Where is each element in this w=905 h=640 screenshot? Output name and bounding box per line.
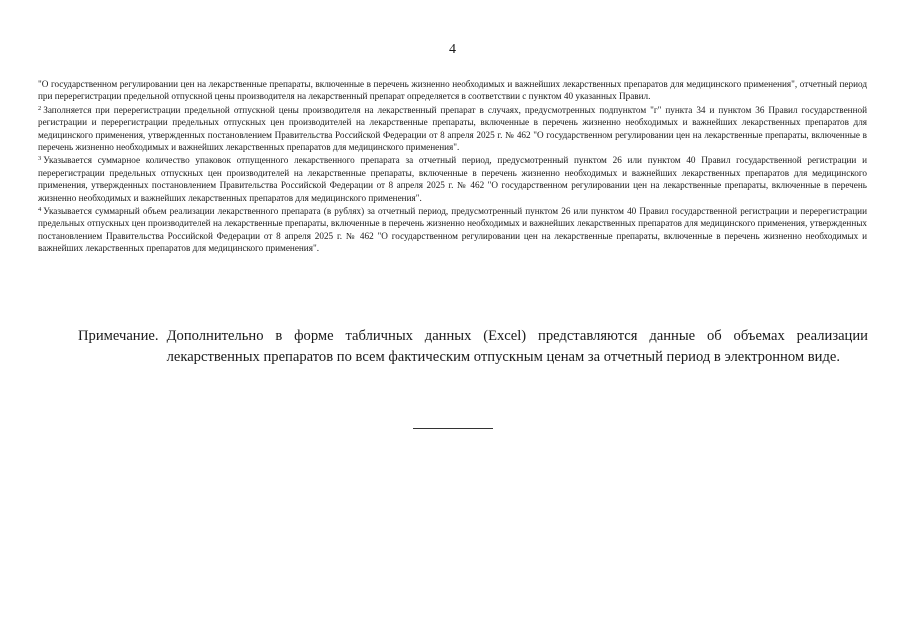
footnote-continuation bbox=[38, 78, 867, 103]
footnote-text: Указывается суммарный объем реализации лекарственного препарата (в рублях) за отчетный период, предусмотренный пунктом 26 или пунктом 40 Правил государственной регистрации и перерегистрации предельных отпускных цен производителей на лекарственные препараты, включенные в перечень жизненно необходимых и важнейших лекарственных препаратов для медицинского применения, утвержденных постановлением Правительства Российской Федерации от 8 апреля 2025 г. № 462 "О государственном регулировании цен на лекарственные препараты, включенные в перечень жизненно необходимых и важнейших лекарственных препаратов для медицинского применения". bbox=[38, 206, 867, 254]
page-number: 4 bbox=[449, 42, 456, 57]
footnote-4 bbox=[38, 204, 867, 255]
footnote-marker: 4 bbox=[38, 206, 42, 214]
note-block bbox=[78, 326, 868, 368]
footnote-marker: 3 bbox=[38, 155, 42, 163]
end-divider bbox=[413, 428, 493, 429]
footnote-text: Заполняется при перерегистрации предельной отпускной цены производителя на лекарственный препарат в случаях, предусмотренных подпунктом "г" пункта 34 и пунктом 36 Правил государственной регистрации и перерегистрации предельных отпускных цен производителей на лекарственные препараты, включенные в перечень жизненно необходимых и важнейших лекарственных препаратов для медицинского применения, утвержденных постановлением Правительства Российской Федерации от 8 апреля 2025 г. № 462 "О государственном регулировании цен на лекарственные препараты, включенные в перечень жизненно необходимых и важнейших лекарственных препаратов для медицинского применения". bbox=[38, 104, 867, 153]
footnote-2 bbox=[38, 103, 867, 154]
footnote-text: "О государственном регулировании цен на лекарственные препараты, включенные в перечень жизненно необходимых и важнейших лекарственных препаратов для медицинского применения", отчетный период при перерегистрации предельной отпускной цены производителя на лекарственный препарат определяется в соответствии с пунктом 40 указанных Правил. bbox=[38, 79, 867, 102]
footnote-3 bbox=[38, 153, 867, 204]
note-text: Дополнительно в форме табличных данных (Excel) представляются данные об объемах реализации лекарственных препаратов по всем фактическим отпускным ценам за отчетный период в электронном виде. bbox=[166, 328, 868, 365]
footnote-text: Указывается суммарное количество упаковок отпущенного лекарственного препарата за отчетный период, предусмотренный пунктом 26 или пунктом 40 Правил государственной регистрации и перерегистрации предельных отпускных цен производителей на лекарственные препараты, включенные в перечень жизненно необходимых и важнейших лекарственных препаратов для медицинского применения, утвержденных постановлением Правительства Российской Федерации от 8 апреля 2025 г. № 462 "О государственном регулировании цен на лекарственные препараты, включенные в перечень жизненно необходимых и важнейших лекарственных препаратов для медицинского применения". bbox=[38, 155, 867, 203]
footnote-marker: 2 bbox=[38, 104, 42, 112]
footnotes-section bbox=[38, 78, 867, 255]
note-label: Примечание. bbox=[78, 328, 159, 344]
